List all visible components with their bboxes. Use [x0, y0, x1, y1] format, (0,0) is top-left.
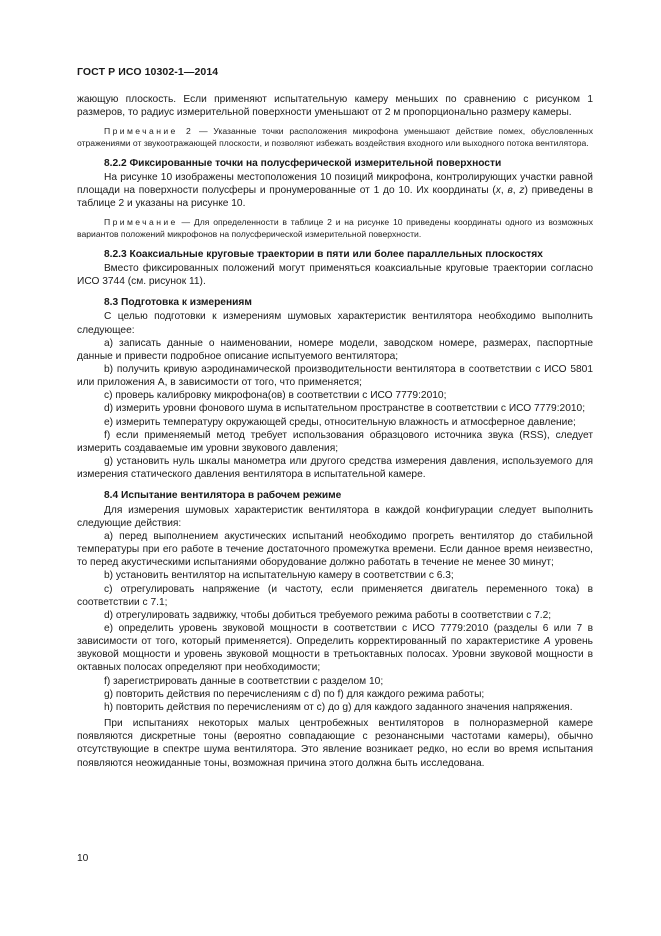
text-run: На рисунке 10 изображены местоположения 10 позиций микрофона, контролирующих участки равной площади на поверхности полусферы и пронумерованные от 1 до 10. Их координаты ( — [77, 171, 593, 197]
text-run: , — [500, 185, 508, 197]
text-run: , — [512, 185, 520, 197]
section-heading-8-3: 8.3 Подготовка к измерениям — [104, 297, 252, 309]
page-body — [77, 93, 593, 770]
text-run: ) приведены в таблице 2 и указаны на рисунке 10. — [77, 185, 593, 210]
list-item: f) если применяемый метод требует использования образцового источника звука (RSS), следует измерить создаваемые им уровни звукового давления; — [77, 429, 593, 454]
paragraph — [77, 171, 593, 210]
list-item: g) установить нуль шкалы манометра или другого средства измерения давления, используемого для измерения статического давления вентилятора в испытательной камере. — [77, 456, 593, 481]
section-heading-8-2-2: 8.2.2 Фиксированные точки на полусферической измерительной поверхности — [104, 157, 502, 169]
coord-y: в — [507, 185, 513, 197]
list-item: a) записать данные о наименовании, номере модели, заводском номере, размерах, паспортные данные и привести подробное описание испытуемого вентилятора; — [77, 337, 593, 362]
paragraph: Вместо фиксированных положений могут применяться коаксиальные круговые траектории согласно ИСО 3744 (см. рисунок 11). — [77, 262, 593, 288]
note-text: — Указанные точки расположения микрофона уменьшают действие помех, обусловленных отражениями от звукоотражающей плоскости, и позволяют избежать воздействия входного или выходного потока вентилятора. — [77, 126, 593, 148]
note-label: Примечание 2 — [104, 126, 194, 137]
list-item — [77, 622, 593, 675]
list-item: g) повторить действия по перечислениям с d) по f) для каждого режима работы; — [104, 688, 485, 700]
list-item: c) отрегулировать напряжение (и частоту, если применяется двигатель переменного тока) в соответствии с 7.1; — [77, 583, 593, 608]
list-item: h) повторить действия по перечислениям от с) до g) для каждого заданного значения напряжения. — [104, 701, 573, 713]
list-item: e) измерить температуру окружающей среды, относительную влажность и атмосферное давление; — [104, 416, 576, 428]
paragraph: жающую плоскость. Если применяют испытательную камеру меньших по сравнению с рисунком 1 размеров, то радиус измерительной поверхности уменьшают от 2 м пропорционально размеру камеры. — [77, 94, 593, 119]
document-header: ГОСТ Р ИСО 10302-1—2014 — [77, 66, 219, 78]
note-label: Примечание — [104, 217, 178, 228]
list-item: b) получить кривую аэродинамической производительности вентилятора в соответствии с ИСО 5801 или приложения А, в зависимости от того, что применяется; — [77, 364, 593, 389]
paragraph: Для измерения шумовых характеристик вентилятора в каждой конфигурации следует выполнить следующие действия: — [77, 504, 593, 529]
list-item: d) измерить уровни фонового шума в испытательном пространстве в соответствии с ИСО 7779:2010; — [104, 403, 586, 415]
note-paragraph — [77, 217, 593, 239]
coord-z: z — [519, 185, 525, 197]
coord-x: x — [495, 185, 501, 197]
list-item: b) установить вентилятор на испытательную камеру в соответствии с 6.3; — [104, 570, 454, 582]
weighting-a: А — [543, 636, 551, 648]
paragraph: С целью подготовки к измерениям шумовых характеристик вентилятора необходимо выполнить следующее: — [77, 311, 593, 336]
note-text: — Для определенности в таблице 2 и на рисунке 10 приведены координаты одного из возможных вариантов положений микрофонов на полусферической измерительной поверхности. — [77, 217, 593, 239]
list-item: a) перед выполнением акустических испытаний необходимо прогреть вентилятор до стабильной температуры при его работе в течение достаточного промежутка времени. Если данное время неизвестно, то перед акустическими испытаниями оборудование должно работать в течение не менее 30 минут; — [77, 530, 593, 569]
text-run: уровень звуковой мощности и уровень звуковой мощности в третьоктавных полосах. Уровни звуковой мощности в октавных полосах определяют при необходимости; — [77, 636, 593, 674]
section-heading-8-2-3: 8.2.3 Коаксиальные круговые траектории в пяти или более параллельных плоскостях — [104, 248, 543, 260]
text-run: e) определить уровень звуковой мощности в соответствии с ИСО 7779:2010 (разделы 6 или 7 в зависимости от того, который применяется). Определить корректированный по характеристике — [77, 622, 593, 648]
section-heading-8-4: 8.4 Испытание вентилятора в рабочем режиме — [104, 490, 342, 502]
list-item: f) зарегистрировать данные в соответствии с разделом 10; — [104, 675, 384, 687]
list-item: c) проверь калибровку микрофона(ов) в соответствии с ИСО 7779:2010; — [104, 390, 447, 402]
note-paragraph — [77, 126, 593, 148]
page-number: 10 — [77, 853, 89, 864]
list-item: d) отрегулировать задвижку, чтобы добиться требуемого режима работы в соответствии с 7.2; — [104, 609, 552, 621]
paragraph: При испытаниях некоторых малых центробежных вентиляторов в полноразмерной камере появляются дискретные тоны (вероятно совпадающие с резонансными частотами камеры), обычно отсутствующие в спектре шума вентилятора. Это явление возникает редко, но если во время испытания появляются неожиданные тоны, возможная причина этого должна быть исследована. — [77, 718, 593, 769]
